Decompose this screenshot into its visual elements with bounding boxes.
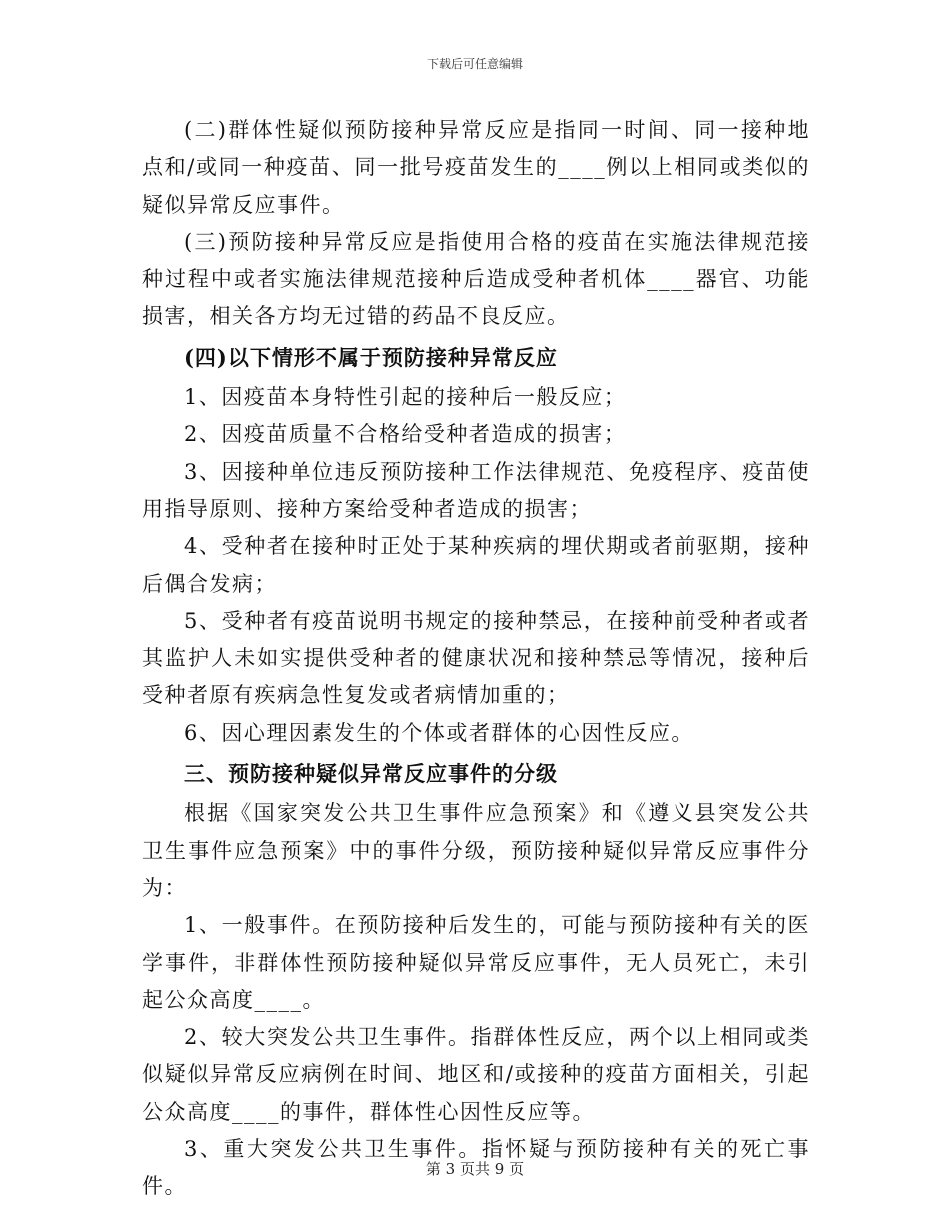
list-item: 6、因心理因素发生的个体或者群体的心因性反应。	[184, 720, 694, 745]
list-item: 1、一般事件。在预防接种后发生的，可能与预防接种有关的医学事件，非群体性预防接种疑似异常反应事件，无人员死亡，未引起公众高度____。	[142, 913, 810, 1012]
list-item: 5、受种者有疫苗说明书规定的接种禁忌，在接种前受种者或者其监护人未如实提供受种者的健康状况和接种禁忌等情况，接种后受种者原有疾病急性复发或者病情加重的；	[142, 608, 810, 708]
paragraph: (三)预防接种异常反应是指使用合格的疫苗在实施法律规范接种过程中或者实施法律规范接种后造成受种者机体____器官、功能损害，相关各方均无过错的药品不良反应。	[142, 229, 810, 329]
list-item: 2、因疫苗质量不合格给受种者造成的损害；	[184, 422, 627, 447]
list-item: 4、受种者在接种时正处于某种疾病的埋伏期或者前驱期，接种后偶合发病；	[142, 534, 810, 596]
section-heading: (四)以下情形不属于预防接种异常反应	[184, 344, 558, 370]
list-item: 3、重大突发公共卫生事件。指怀疑与预防接种有关的死亡事件。	[142, 1137, 810, 1199]
section-heading: 三、预防接种疑似异常反应事件的分级	[184, 761, 558, 787]
page-header: 下载后可任意编辑	[426, 57, 523, 71]
list-item: 1、因疫苗本身特性引起的接种后一般反应；	[184, 385, 627, 410]
paragraph: (二)群体性疑似预防接种异常反应是指同一时间、同一接种地点和/或同一种疫苗、同一批号疫苗发生的____例以上相同或类似的疑似异常反应事件。	[142, 118, 810, 217]
list-item: 2、较大突发公共卫生事件。指群体性反应，两个以上相同或类似疑似异常反应病例在时间、地区和/或接种的疫苗方面相关，引起公众高度____的事件，群体性心因性反应等。	[142, 1025, 810, 1124]
paragraph: 根据《国家突发公共卫生事件应急预案》和《遵义县突发公共卫生事件应急预案》中的事件分级，预防接种疑似异常反应事件分为：	[142, 801, 810, 900]
page-number: 第 3 页共 9 页	[425, 1160, 525, 1178]
document-body	[142, 112, 810, 1206]
list-item: 3、因接种单位违反预防接种工作法律规范、免疫程序、疫苗使用指导原则、接种方案给受种者造成的损害；	[142, 459, 810, 521]
